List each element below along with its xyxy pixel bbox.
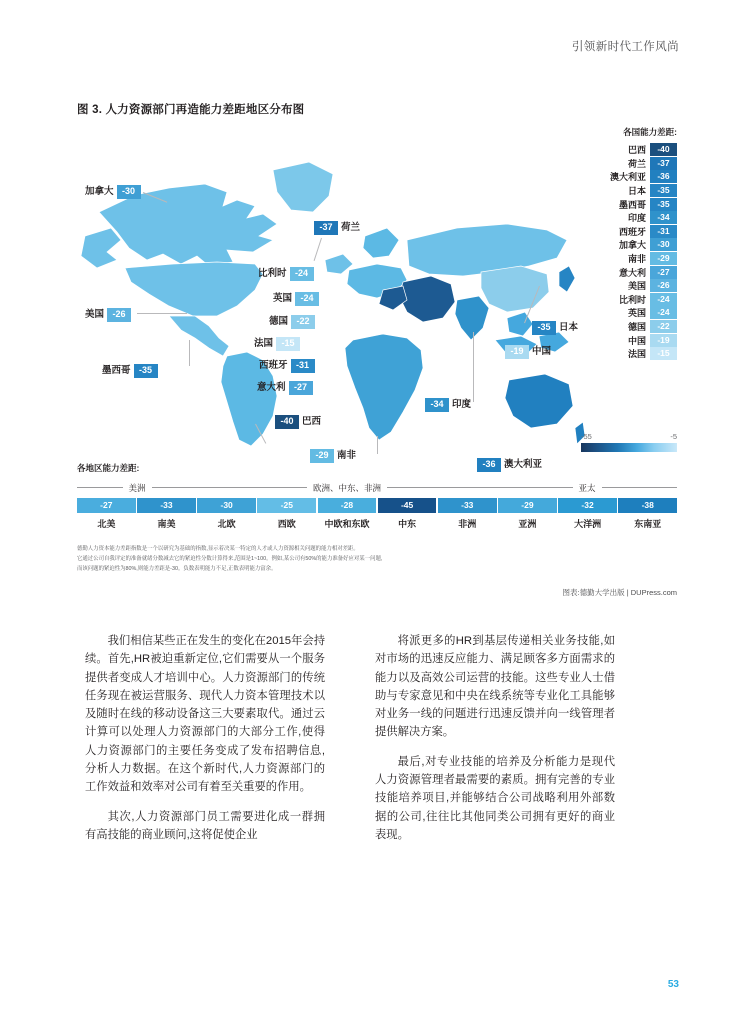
map-callout-value: -24 <box>290 267 314 281</box>
region-bar-label: 非洲 <box>458 519 477 529</box>
map-callout-name: 英国 <box>273 293 293 305</box>
country-name: 荷兰 <box>627 158 646 169</box>
footnote-line: 它通过公司自我评定的准备就绪分数减去它的紧迫性分数计算得来,范围是1~100。例如,某公司有50%的能力准备好应对某一问题, <box>77 556 383 562</box>
country-name: 德国 <box>627 322 646 333</box>
region-bar-value: -29 <box>498 498 557 513</box>
map-callout-name: 日本 <box>559 322 579 334</box>
map-callout <box>258 267 314 281</box>
region-bar <box>137 498 196 530</box>
country-name: 西班牙 <box>618 226 646 237</box>
country-legend-row <box>581 347 677 361</box>
figure-footnote <box>77 544 677 574</box>
country-name: 意大利 <box>618 267 646 278</box>
map-callout-name: 荷兰 <box>341 222 361 234</box>
leader-line <box>377 436 378 454</box>
group-rule <box>602 487 678 488</box>
region-bar <box>438 498 497 530</box>
group-rule <box>197 487 307 488</box>
map-callout <box>257 381 313 395</box>
map-callout-value: -36 <box>477 458 501 472</box>
country-name: 美国 <box>627 281 646 292</box>
country-value: -26 <box>650 279 677 292</box>
region-bar-value: -28 <box>318 498 377 513</box>
region-bar-value: -45 <box>378 498 437 513</box>
country-name: 法国 <box>627 349 646 360</box>
map-callout <box>532 321 578 335</box>
region-bar-label: 西欧 <box>277 519 296 529</box>
body-column-right <box>375 632 615 912</box>
region-bar <box>498 498 557 530</box>
map-callout-value: -34 <box>425 398 449 412</box>
map-callout <box>273 292 319 306</box>
region-group <box>77 482 197 494</box>
figure-title: 图 3. 人力资源部门再造能力差距地区分布图 <box>77 104 305 116</box>
map-callout-name: 巴西 <box>302 416 322 428</box>
map-callout-value: -22 <box>291 315 315 329</box>
map-callout-value: -35 <box>532 321 556 335</box>
body-paragraph: 其次,人力资源部门员工需要进化成一群拥有高技能的商业顾问,这将促使企业 <box>85 810 325 841</box>
group-rule <box>497 487 573 488</box>
map-callout <box>85 185 141 199</box>
country-legend-row <box>581 225 677 239</box>
region-bar <box>558 498 617 530</box>
region-bar <box>318 498 377 530</box>
region-bar-label: 亚洲 <box>518 519 537 529</box>
scale-min-label: -55 <box>581 432 592 441</box>
country-value: -15 <box>650 347 677 360</box>
leader-line <box>137 313 187 314</box>
scale-max-label: -5 <box>670 432 677 441</box>
body-paragraph: 最后,对专业技能的培养及分析能力是现代人力资源管理者最需要的素质。拥有完善的专业技能培养项目,并能够结合公司战略利用外部数据的公司,往往比其他同类公司拥有更好的商业表现。 <box>375 755 615 841</box>
map-callout <box>269 315 315 329</box>
group-rule <box>152 487 198 488</box>
footnote-line: 而该问题的紧迫性为80%,则能力差距是-30。负数表明能力不足,正数表明能力富余。 <box>77 566 277 572</box>
map-callout <box>85 308 131 322</box>
running-header: 引领新时代工作风尚 <box>571 41 679 53</box>
map-callout-name: 加拿大 <box>85 186 114 198</box>
country-value: -19 <box>650 334 677 347</box>
region-bar-value: -33 <box>137 498 196 513</box>
region-bar-value: -32 <box>558 498 617 513</box>
region-bar-label: 北欧 <box>217 519 236 529</box>
country-value: -22 <box>650 320 677 333</box>
region-bar-label: 中东 <box>398 519 417 529</box>
map-callout-value: -29 <box>310 449 334 463</box>
country-legend-row <box>581 333 677 347</box>
color-scale-bar <box>581 443 677 452</box>
country-legend-row <box>581 157 677 171</box>
world-map-svg <box>77 140 587 460</box>
map-callout-name: 中国 <box>532 346 552 358</box>
country-legend-row <box>581 306 677 320</box>
country-value: -40 <box>650 143 677 156</box>
map-callout-name: 印度 <box>452 399 472 411</box>
country-name: 中国 <box>627 335 646 346</box>
map-callout-name: 德国 <box>269 316 289 328</box>
country-legend-row <box>581 320 677 334</box>
group-rule <box>387 487 497 488</box>
region-chart-title: 各地区能力差距: <box>77 463 140 473</box>
region-group-row <box>77 481 677 494</box>
map-callout-value: -35 <box>134 364 158 378</box>
body-column-left <box>85 632 325 912</box>
country-name: 墨西哥 <box>618 199 646 210</box>
country-name: 比利时 <box>618 294 646 305</box>
map-callout <box>310 449 356 463</box>
map-callout-value: -24 <box>295 292 319 306</box>
map-callout-value: -15 <box>276 337 300 351</box>
map-callout <box>102 364 158 378</box>
country-legend-row <box>581 279 677 293</box>
country-name: 英国 <box>627 308 646 319</box>
region-bar <box>378 498 437 530</box>
country-legend-row <box>581 143 677 157</box>
country-value: -31 <box>650 225 677 238</box>
map-callout <box>254 337 300 351</box>
map-callout-name: 比利时 <box>258 268 287 280</box>
map-callout-name: 意大利 <box>257 382 286 394</box>
map-callout-value: -31 <box>291 359 315 373</box>
leader-line <box>189 340 190 366</box>
region-bar-value: -33 <box>438 498 497 513</box>
country-name: 澳大利亚 <box>609 172 646 183</box>
region-bar-label: 中欧和东欧 <box>324 519 370 529</box>
figure-source: 图表:德勤大学出版 | DUPress.com <box>562 588 677 597</box>
country-name: 印度 <box>627 213 646 224</box>
region-bar <box>257 498 316 530</box>
map-callout-name: 墨西哥 <box>102 365 131 377</box>
country-legend-row <box>581 238 677 252</box>
map-callout-name: 澳大利亚 <box>504 459 543 471</box>
region-bar <box>618 498 677 530</box>
country-legend-row <box>581 265 677 279</box>
group-rule <box>77 487 123 488</box>
body-paragraph: 将派更多的HR到基层传递相关业务技能,如对市场的迅速反应能力、满足顾客多方面需求的能力以及高效公司运营的技能。这些专业人士借助与专家意见和中央在线系统等专业化工具能够对业务一线的问题进行迅速反馈并向一线管理者提供解决方案。 <box>375 635 615 739</box>
figure-container <box>77 126 677 611</box>
map-callout <box>425 398 471 412</box>
country-legend <box>581 126 677 361</box>
country-legend-row <box>581 170 677 184</box>
country-legend-rows <box>581 143 677 361</box>
body-paragraph: 我们相信某些正在发生的变化在2015年会持续。首先,HR被迫重新定位,它们需要从一个服务提供者变成人才培训中心。人力资源部门的传统任务现在被运营服务、现代人力资本管理技术以及随时在线的移动设备这三大要素取代。通过云计算可以处理人力资源部门的大部分工作,使得人力资源部门的主要任务变成了发布招聘信息,分析人力数据。在这个新时代,人力资源部门的工作效益和效率对公司有着至关重要的作用。 <box>85 635 325 794</box>
map-callout-value: -37 <box>314 221 338 235</box>
region-bar-value: -27 <box>77 498 136 513</box>
leader-line <box>473 332 474 402</box>
map-callout <box>275 415 321 429</box>
page-number: 53 <box>667 979 679 990</box>
region-bar-label: 南美 <box>157 519 176 529</box>
country-value: -29 <box>650 252 677 265</box>
country-legend-title: 各国能力差距: <box>623 127 677 137</box>
region-group <box>497 482 677 494</box>
region-group-label: 美洲 <box>128 482 146 493</box>
country-value: -35 <box>650 198 677 211</box>
country-name: 日本 <box>627 186 646 197</box>
map-callout-value: -27 <box>289 381 313 395</box>
region-group-label: 亚太 <box>578 482 596 493</box>
footnote-line: 德勤人力资本能力差距指数是一个以研究为基础的指数,显示着决某一特定的人才或人力资源相关问题的能力相对差距。 <box>77 546 359 552</box>
country-name: 加拿大 <box>618 240 646 251</box>
region-group-label: 欧洲、中东、非洲 <box>313 482 382 493</box>
country-value: -35 <box>650 184 677 197</box>
country-legend-row <box>581 211 677 225</box>
region-bars-row <box>77 498 677 530</box>
country-legend-row <box>581 184 677 198</box>
country-legend-row <box>581 293 677 307</box>
region-bar-label: 北美 <box>97 519 116 529</box>
country-name: 巴西 <box>627 145 646 156</box>
country-value: -24 <box>650 293 677 306</box>
map-callout <box>259 359 315 373</box>
country-name: 南非 <box>627 254 646 265</box>
map-callout <box>505 345 551 359</box>
region-bar-value: -30 <box>197 498 256 513</box>
map-callout-value: -40 <box>275 415 299 429</box>
country-value: -30 <box>650 238 677 251</box>
country-legend-row <box>581 252 677 266</box>
country-value: -37 <box>650 157 677 170</box>
map-callout-value: -26 <box>107 308 131 322</box>
world-map <box>77 140 587 460</box>
country-value: -36 <box>650 170 677 183</box>
region-bar <box>197 498 256 530</box>
country-value: -27 <box>650 266 677 279</box>
region-group <box>197 482 497 494</box>
map-callout-value: -19 <box>505 345 529 359</box>
map-callout <box>314 221 360 235</box>
map-callout-value: -30 <box>117 185 141 199</box>
region-bar-label: 东南亚 <box>634 519 662 529</box>
body-columns <box>85 632 615 912</box>
map-callout-name: 美国 <box>85 309 105 321</box>
map-callout-name: 西班牙 <box>259 360 288 372</box>
map-callout-name: 南非 <box>337 450 357 462</box>
country-value: -24 <box>650 306 677 319</box>
region-bar <box>77 498 136 530</box>
country-value: -34 <box>650 211 677 224</box>
region-bar-value: -38 <box>618 498 677 513</box>
country-legend-row <box>581 197 677 211</box>
color-scale <box>581 432 677 452</box>
region-bar-value: -25 <box>257 498 316 513</box>
map-callout-name: 法国 <box>254 338 274 350</box>
region-bar-label: 大洋洲 <box>574 519 602 529</box>
region-chart <box>77 459 677 530</box>
